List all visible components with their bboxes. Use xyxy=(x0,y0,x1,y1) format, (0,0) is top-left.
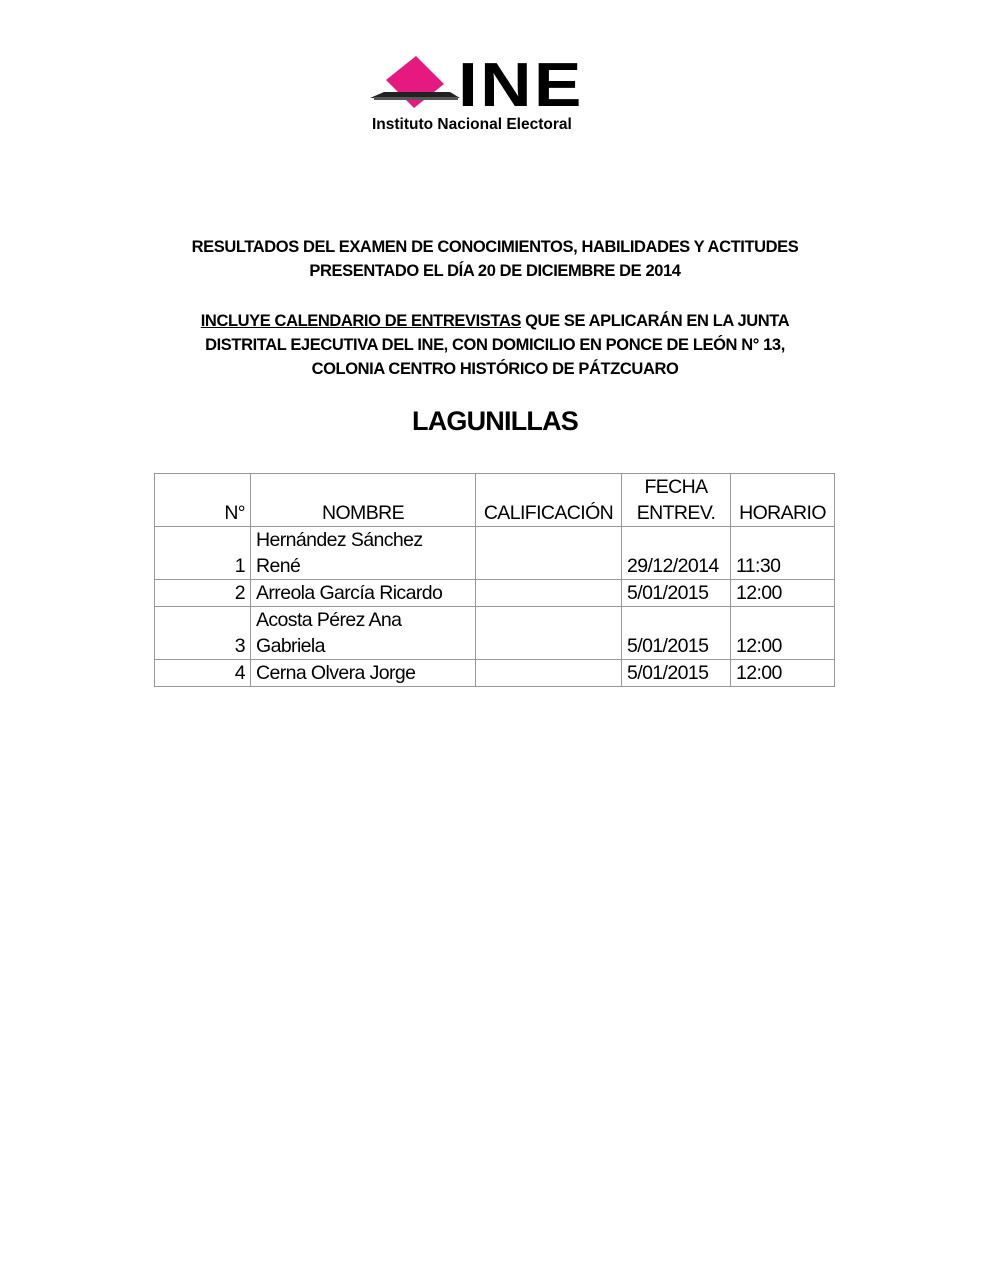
title-line: PRESENTADO EL DÍA 20 DE DICIEMBRE DE 2014 xyxy=(309,262,681,280)
table-row xyxy=(155,527,835,580)
ine-logo xyxy=(370,51,620,136)
notice-text: QUE SE APLICARÁN EN LA JUNTA xyxy=(520,312,790,330)
row-name: Arreola García Ricardo xyxy=(251,580,476,607)
row-number: 1 xyxy=(155,527,251,580)
row-date: 5/01/2015 xyxy=(622,580,731,607)
interview-notice xyxy=(0,309,990,381)
document-title xyxy=(0,235,990,283)
row-date: 5/01/2015 xyxy=(622,607,731,660)
name-line: Hernández Sánchez xyxy=(256,529,423,551)
header-fecha: FECHA ENTREV. xyxy=(622,474,731,527)
row-score xyxy=(476,660,622,687)
row-time: 12:00 xyxy=(731,580,835,607)
header-n: N° xyxy=(155,474,251,527)
header-calificacion: CALIFICACIÓN xyxy=(476,474,622,527)
name-line: Gabriela xyxy=(256,635,325,657)
row-number: 4 xyxy=(155,660,251,687)
row-score xyxy=(476,607,622,660)
row-time: 12:00 xyxy=(731,607,835,660)
row-name: Cerna Olvera Jorge xyxy=(251,660,476,687)
table-row xyxy=(155,660,835,687)
ballot-box-icon xyxy=(370,56,460,116)
table-header-row xyxy=(155,474,835,527)
results-table xyxy=(154,473,835,687)
name-line: René xyxy=(256,555,301,577)
header-horario: HORARIO xyxy=(731,474,835,527)
title-line: RESULTADOS DEL EXAMEN DE CONOCIMIENTOS, HABILIDADES Y ACTITUDES xyxy=(191,238,799,256)
row-score xyxy=(476,580,622,607)
logo-acronym: INE xyxy=(458,51,584,120)
notice-line: DISTRITAL EJECUTIVA DEL INE, CON DOMICILIO EN PONCE DE LEÓN N° 13, xyxy=(205,336,785,354)
header-nombre: NOMBRE xyxy=(251,474,476,527)
row-time: 11:30 xyxy=(731,527,835,580)
row-name xyxy=(251,607,476,660)
row-name xyxy=(251,527,476,580)
row-number: 2 xyxy=(155,580,251,607)
location-title: LAGUNILLAS xyxy=(412,406,578,436)
row-score xyxy=(476,527,622,580)
notice-line: COLONIA CENTRO HISTÓRICO DE PÁTZCUARO xyxy=(311,360,679,378)
row-time: 12:00 xyxy=(731,660,835,687)
row-date: 29/12/2014 xyxy=(622,527,731,580)
row-number: 3 xyxy=(155,607,251,660)
name-line: Acosta Pérez Ana xyxy=(256,609,402,631)
row-date: 5/01/2015 xyxy=(622,660,731,687)
logo-name: Instituto Nacional Electoral xyxy=(372,116,572,133)
table-row xyxy=(155,607,835,660)
table-row xyxy=(155,580,835,607)
notice-underlined: INCLUYE CALENDARIO DE ENTREVISTAS xyxy=(200,312,521,330)
